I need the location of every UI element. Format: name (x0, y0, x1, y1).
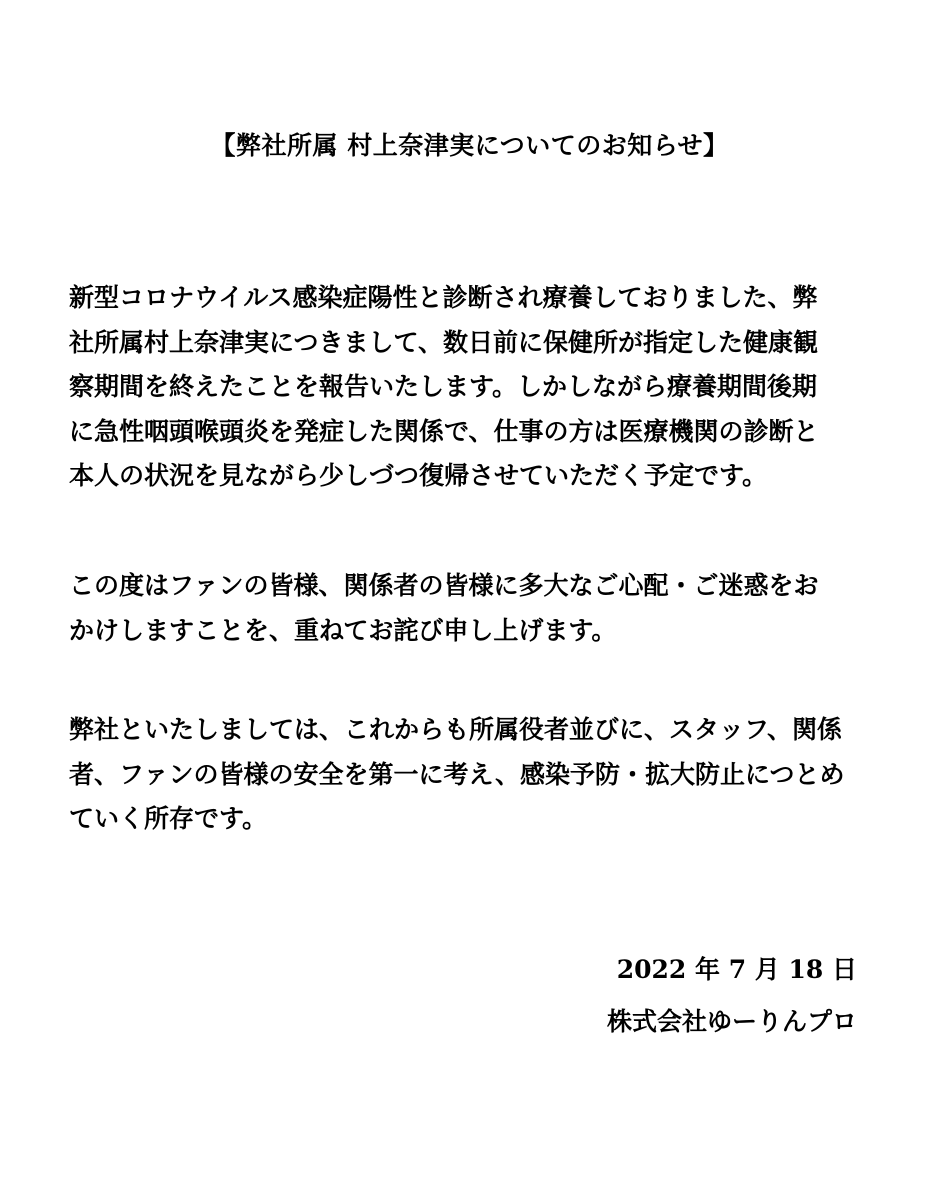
paragraph-line: に急性咽頭喉頭炎を発症した関係で、仕事の方は医療機関の診断と (69, 416, 819, 446)
notice-title: 【弊社所属 村上奈津実についてのお知らせ】 (210, 131, 729, 160)
paragraph-recovery-report (69, 276, 874, 499)
paragraph-line: 新型コロナウイルス感染症陽性と診断され療養しておりました、弊 (69, 283, 818, 312)
paragraph-line: 本人の状況を見ながら少しづつ復帰させていただく予定です。 (69, 461, 768, 490)
paragraph-line: かけしますことを、重ねてお詫び申し上げます。 (69, 615, 617, 645)
paragraph-line: 察期間を終えたことを報告いたします。しかしながら療養期間後期 (69, 372, 818, 401)
company-name: 株式会社ゆーりんプロ (606, 1007, 857, 1036)
paragraph-line: 弊社といたしましては、これからも所属役者並びに、スタッフ、関係 (69, 715, 843, 744)
paragraph-apology (69, 564, 874, 653)
notice-date: 2022 年 7 月 18 日 (616, 955, 857, 984)
paragraph-line: この度はファンの皆様、関係者の皆様に多大なご心配・ご迷惑をお (69, 571, 819, 600)
paragraph-prevention-policy (69, 708, 874, 842)
paragraph-line: 者、ファンの皆様の安全を第一に考え、感染予防・拡大防止につとめ (69, 759, 845, 789)
paragraph-line: ていく所存です。 (69, 804, 268, 833)
paragraph-line: 社所属村上奈津実につきまして、数日前に保健所が指定した健康観 (69, 327, 819, 357)
